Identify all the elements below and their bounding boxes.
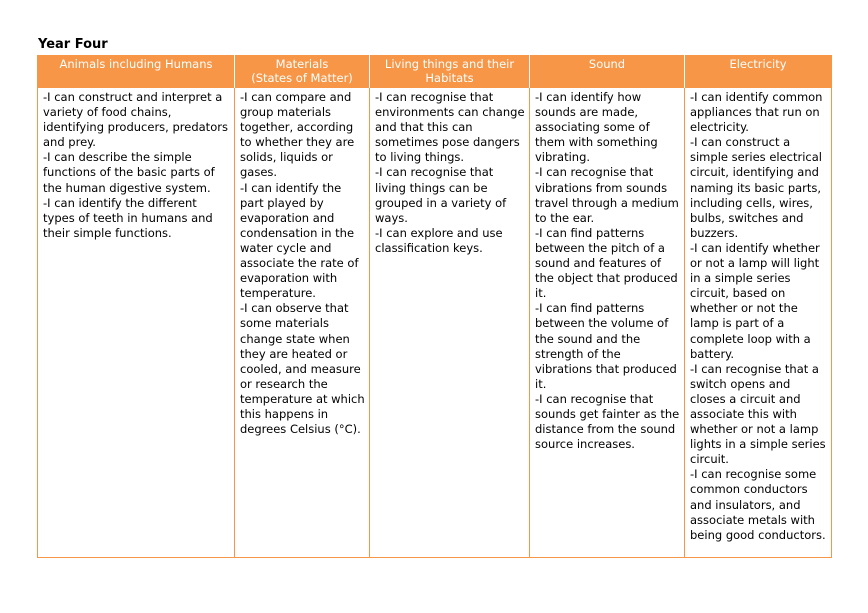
cell-living-things: -I can recognise that environments can change and that this can sometimes pose dangers to living things. -I can recognise that living things can be grouped in a variety of ways. -I can explore and use classification keys. <box>370 88 530 558</box>
column-header-living-things: Living things and their Habitats <box>370 55 530 88</box>
column-header-materials: Materials (States of Matter) <box>235 55 370 88</box>
cell-sound: -I can identify how sounds are made, associating some of them with something vibrating. -I can recognise that vibrations from sounds travel through a medium to the ear. -I can find patterns between the pitch of a sound and features of the object that produced it. -I can find patterns between the volume of the sound and the strength of the vibrations that produced it. -I can recognise that sounds get fainter as the distance from the sound source increases. <box>530 88 685 558</box>
column-header-sound: Sound <box>530 55 685 88</box>
table-row <box>38 88 832 558</box>
objectives-table <box>37 55 832 558</box>
cell-animals: -I can construct and interpret a variety of food chains, identifying producers, predators and prey. -I can describe the simple functions of the basic parts of the human digestive system. -I can identify the different types of teeth in humans and their simple functions. <box>38 88 235 558</box>
cell-electricity: -I can identify common appliances that run on electricity. -I can construct a simple series electrical circuit, identifying and naming its basic parts, including cells, wires, bulbs, switches and buzzers. -I can identify whether or not a lamp will light in a simple series circuit, based on whether or not the lamp is part of a complete loop with a battery. -I can recognise that a switch opens and closes a circuit and associate this with whether or not a lamp lights in a simple series circuit. -I can recognise some common conductors and insulators, and associate metals with being good conductors. <box>685 88 832 558</box>
column-header-electricity: Electricity <box>685 55 832 88</box>
cell-materials: -I can compare and group materials together, according to whether they are solids, liquids or gases. -I can identify the part played by evaporation and condensation in the water cycle and associate the rate of evaporation with temperature. -I can observe that some materials change state when they are heated or cooled, and measure or research the temperature at which this happens in degrees Celsius (°C). <box>235 88 370 558</box>
column-header-animals: Animals including Humans <box>38 55 235 88</box>
page-title: Year Four <box>38 37 108 52</box>
table-header-row <box>38 55 832 88</box>
